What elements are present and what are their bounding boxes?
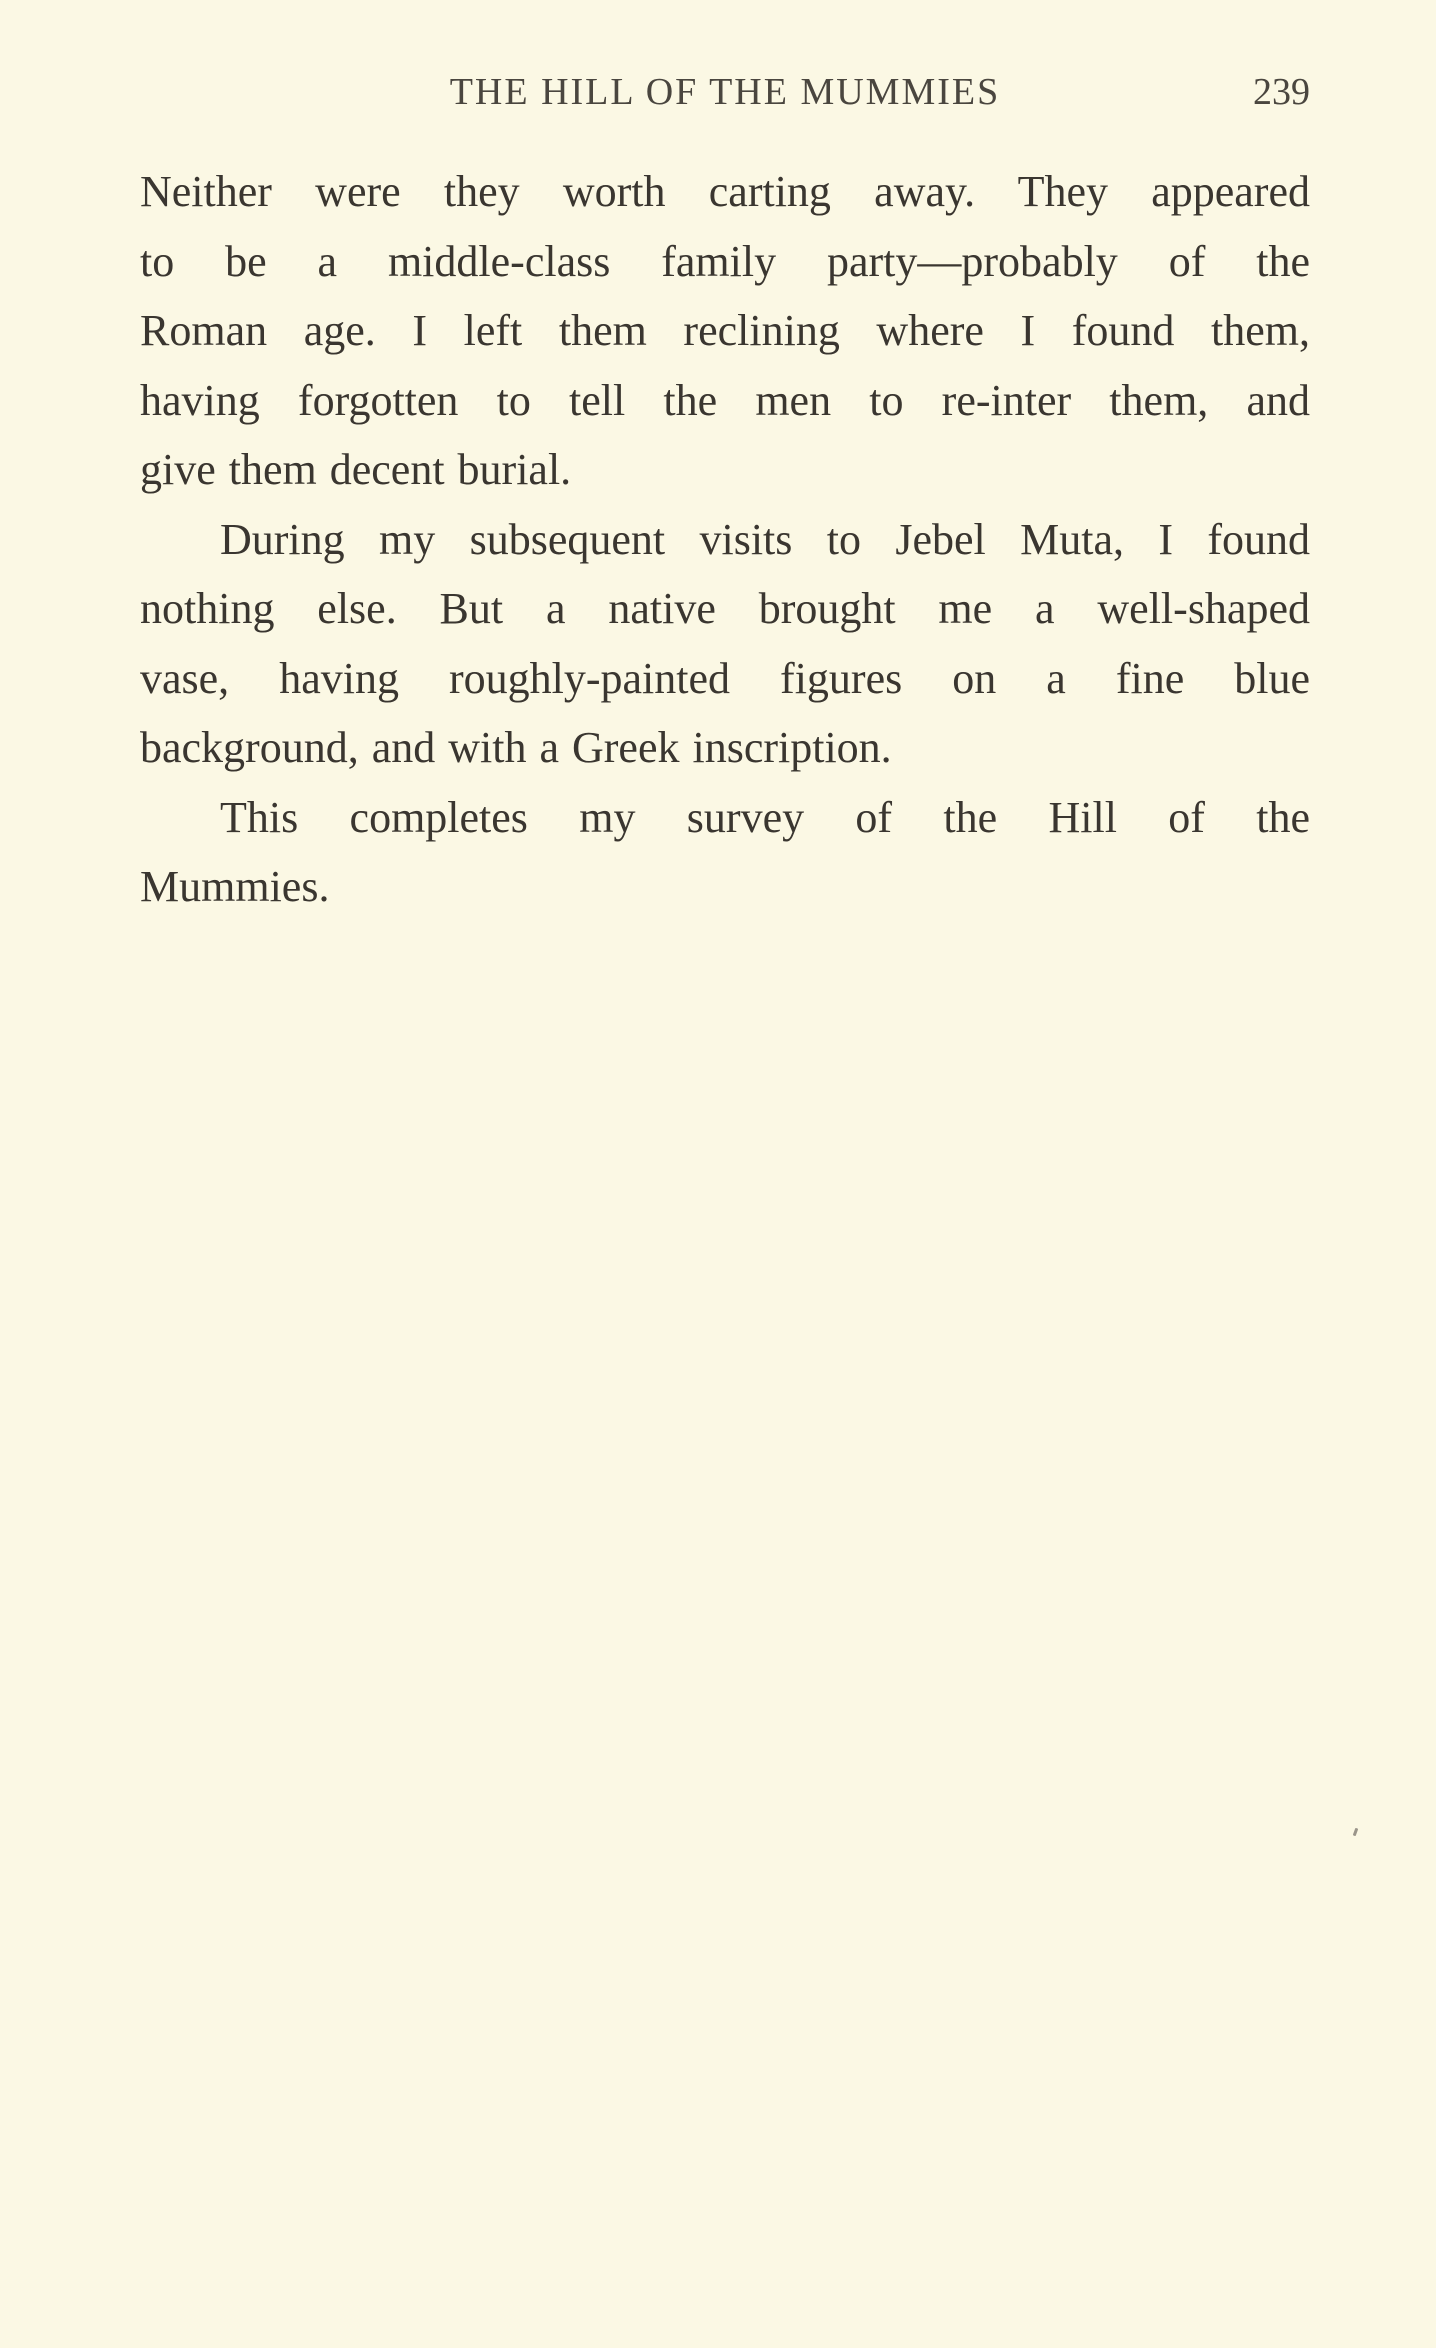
text-line: background, and with a Greek inscription. — [140, 723, 892, 772]
paragraph-3 — [140, 783, 1310, 922]
text-line: having forgotten to tell the men to re-inter them, and — [140, 375, 1310, 425]
text-line: Neither were they worth carting away. They appeared — [140, 167, 1310, 216]
page-number: 239 — [1253, 71, 1310, 113]
text-line: to be a middle-class family party—probably of the — [140, 236, 1310, 286]
text-line: During my subsequent visits to Jebel Muta, I found — [220, 514, 1310, 564]
text-line: Mummies. — [140, 862, 330, 911]
paper-speck — [1353, 1828, 1359, 1837]
running-title: THE HILL OF THE MUMMIES — [449, 71, 1001, 113]
running-head — [140, 64, 1310, 120]
text-line: nothing else. But a native brought me a well-shaped — [140, 584, 1310, 633]
text-line: give them decent burial. — [140, 445, 572, 494]
paragraph-1 — [140, 157, 1310, 505]
body-text — [140, 157, 1310, 922]
text-line: This completes my survey of the Hill of the — [220, 792, 1310, 842]
paragraph-2 — [140, 505, 1310, 783]
text-line: vase, having roughly-painted figures on a fine blue — [140, 653, 1310, 703]
text-line: Roman age. I left them reclining where I found them, — [140, 306, 1310, 355]
